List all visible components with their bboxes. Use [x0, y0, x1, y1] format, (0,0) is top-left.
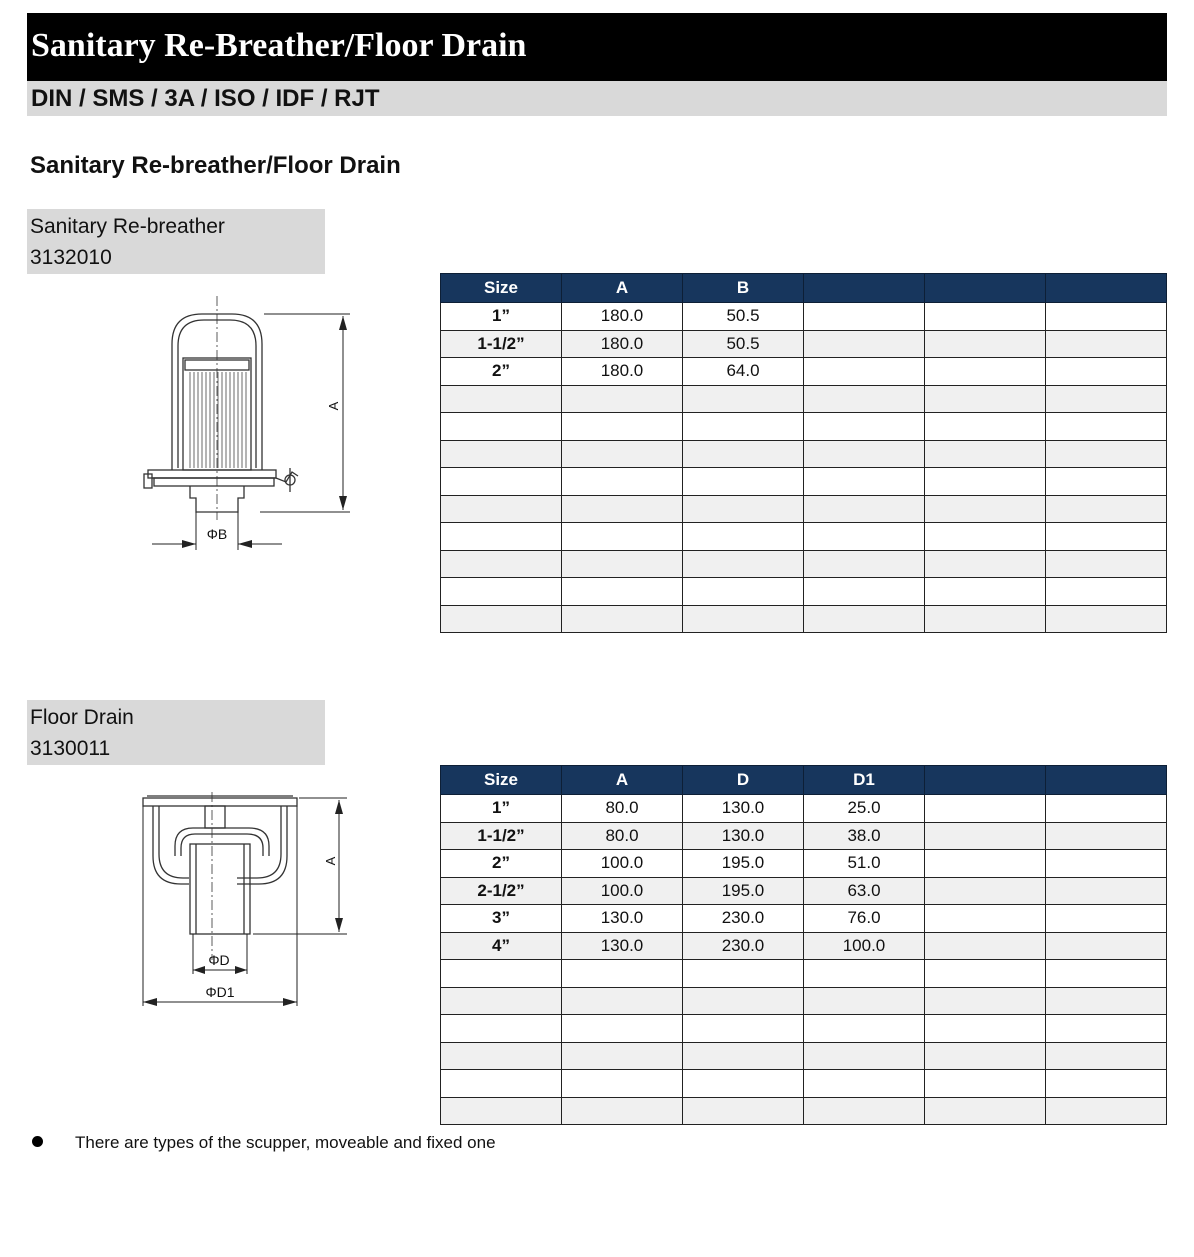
table-cell: [562, 1097, 683, 1125]
table-row: [441, 905, 1167, 933]
table-cell: [804, 578, 925, 606]
table-cell: [925, 1070, 1046, 1098]
table-row: [441, 413, 1167, 441]
table-cell: 2”: [441, 850, 562, 878]
table-cell: [1046, 905, 1167, 933]
column-header: D1: [804, 766, 925, 795]
table-cell: [1046, 1015, 1167, 1043]
table-row: [441, 495, 1167, 523]
table-cell: 195.0: [683, 877, 804, 905]
table-cell: 195.0: [683, 850, 804, 878]
table-cell: [1046, 877, 1167, 905]
table-row: [441, 523, 1167, 551]
column-header: B: [683, 274, 804, 303]
product-name: Sanitary Re-breather: [30, 215, 225, 238]
table-cell: 1”: [441, 303, 562, 331]
table-cell: 130.0: [683, 795, 804, 823]
table-cell: [441, 413, 562, 441]
table-cell: [925, 495, 1046, 523]
table-cell: 1-1/2”: [441, 330, 562, 358]
table-row: [441, 440, 1167, 468]
table-cell: [925, 987, 1046, 1015]
table-cell: [925, 877, 1046, 905]
floor-drain-spec-table: [440, 765, 1167, 1125]
table-cell: 63.0: [804, 877, 925, 905]
column-header: A: [562, 766, 683, 795]
table-cell: 50.5: [683, 303, 804, 331]
table-cell: [1046, 1097, 1167, 1125]
column-header: Size: [441, 766, 562, 795]
table-header-row: [441, 274, 1167, 303]
table-row: [441, 795, 1167, 823]
column-header: [804, 274, 925, 303]
table-cell: 4”: [441, 932, 562, 960]
table-cell: [562, 987, 683, 1015]
standards-text: DIN / SMS / 3A / ISO / IDF / RJT: [31, 85, 380, 112]
table-cell: [804, 385, 925, 413]
table-cell: [1046, 932, 1167, 960]
table-cell: 80.0: [562, 795, 683, 823]
table-cell: [804, 550, 925, 578]
table-row: [441, 550, 1167, 578]
table-row: [441, 850, 1167, 878]
table-cell: 1-1/2”: [441, 822, 562, 850]
table-cell: [1046, 550, 1167, 578]
table-cell: [441, 578, 562, 606]
table-cell: 100.0: [562, 850, 683, 878]
table-cell: [925, 960, 1046, 988]
table-cell: [925, 330, 1046, 358]
table-header-row: [441, 766, 1167, 795]
table-cell: [562, 960, 683, 988]
column-header: [1046, 766, 1167, 795]
table-cell: 80.0: [562, 822, 683, 850]
table-cell: 180.0: [562, 303, 683, 331]
table-cell: [925, 850, 1046, 878]
table-cell: 100.0: [562, 877, 683, 905]
table-cell: [683, 578, 804, 606]
dimension-label-d1: ΦD1: [205, 984, 235, 1000]
bullet-icon: [32, 1136, 43, 1147]
table-cell: [1046, 987, 1167, 1015]
table-cell: [804, 303, 925, 331]
table-cell: [925, 550, 1046, 578]
column-header: D: [683, 766, 804, 795]
table-cell: [562, 495, 683, 523]
table-row: [441, 578, 1167, 606]
table-cell: [1046, 330, 1167, 358]
table-row: [441, 822, 1167, 850]
table-row: [441, 987, 1167, 1015]
dimension-label-b: ΦB: [206, 526, 228, 542]
table-cell: [1046, 578, 1167, 606]
table-cell: [683, 605, 804, 633]
table-cell: [683, 1097, 804, 1125]
table-cell: [1046, 850, 1167, 878]
column-header: [925, 274, 1046, 303]
table-row: [441, 932, 1167, 960]
table-row: [441, 358, 1167, 386]
product-code: 3130011: [30, 737, 111, 760]
table-cell: [562, 413, 683, 441]
table-cell: [925, 358, 1046, 386]
table-cell: [925, 523, 1046, 551]
table-cell: [562, 385, 683, 413]
column-header: Size: [441, 274, 562, 303]
table-cell: 180.0: [562, 358, 683, 386]
table-cell: [683, 385, 804, 413]
table-row: [441, 303, 1167, 331]
dimension-label-a: A: [323, 856, 338, 866]
table-cell: [1046, 822, 1167, 850]
table-cell: 51.0: [804, 850, 925, 878]
rebreather-drawing: [140, 292, 370, 554]
table-cell: [925, 905, 1046, 933]
table-cell: [441, 385, 562, 413]
table-cell: [804, 605, 925, 633]
table-row: [441, 605, 1167, 633]
standards-bar: [27, 81, 1167, 116]
table-cell: [1046, 468, 1167, 496]
table-cell: [562, 550, 683, 578]
table-cell: [1046, 413, 1167, 441]
table-cell: [804, 1097, 925, 1125]
table-row: [441, 960, 1167, 988]
table-cell: [683, 413, 804, 441]
table-cell: 3”: [441, 905, 562, 933]
table-cell: [804, 1015, 925, 1043]
table-cell: [804, 468, 925, 496]
table-cell: [804, 330, 925, 358]
table-cell: [441, 1042, 562, 1070]
table-cell: [1046, 523, 1167, 551]
page-title: Sanitary Re-Breather/Floor Drain: [31, 27, 527, 64]
table-cell: [683, 440, 804, 468]
table-cell: [441, 1070, 562, 1098]
table-cell: 25.0: [804, 795, 925, 823]
table-cell: [441, 495, 562, 523]
table-cell: [441, 523, 562, 551]
table-cell: 1”: [441, 795, 562, 823]
title-bar: [27, 13, 1167, 81]
table-cell: 38.0: [804, 822, 925, 850]
table-cell: 100.0: [804, 932, 925, 960]
table-cell: [925, 385, 1046, 413]
table-cell: [683, 960, 804, 988]
table-cell: [1046, 495, 1167, 523]
table-cell: [683, 495, 804, 523]
table-cell: [441, 1015, 562, 1043]
table-cell: [925, 468, 1046, 496]
column-header: [1046, 274, 1167, 303]
table-cell: [804, 1070, 925, 1098]
dimension-label-a: A: [326, 401, 341, 411]
table-row: [441, 1015, 1167, 1043]
table-cell: [1046, 1042, 1167, 1070]
table-cell: 180.0: [562, 330, 683, 358]
table-cell: [804, 523, 925, 551]
table-cell: [441, 605, 562, 633]
table-cell: [562, 578, 683, 606]
table-cell: [925, 1015, 1046, 1043]
table-cell: [925, 303, 1046, 331]
table-cell: 64.0: [683, 358, 804, 386]
table-cell: 2”: [441, 358, 562, 386]
table-cell: [683, 523, 804, 551]
table-cell: 230.0: [683, 905, 804, 933]
table-cell: 2-1/2”: [441, 877, 562, 905]
footnote-text: There are types of the scupper, moveable and fixed one: [75, 1133, 496, 1152]
table-cell: [925, 932, 1046, 960]
table-cell: 50.5: [683, 330, 804, 358]
table-cell: [683, 468, 804, 496]
table-cell: [1046, 960, 1167, 988]
table-cell: 230.0: [683, 932, 804, 960]
table-cell: [925, 822, 1046, 850]
table-cell: [1046, 385, 1167, 413]
product-code: 3132010: [30, 246, 112, 269]
table-row: [441, 1042, 1167, 1070]
section-title: Sanitary Re-breather/Floor Drain: [30, 152, 401, 179]
table-row: [441, 1097, 1167, 1125]
table-cell: 130.0: [562, 905, 683, 933]
table-row: [441, 877, 1167, 905]
table-cell: [1046, 1070, 1167, 1098]
table-cell: [925, 440, 1046, 468]
table-cell: [804, 358, 925, 386]
table-cell: 130.0: [683, 822, 804, 850]
table-cell: [925, 605, 1046, 633]
table-cell: [441, 440, 562, 468]
table-cell: [562, 1042, 683, 1070]
table-cell: [441, 468, 562, 496]
table-cell: [925, 1042, 1046, 1070]
rebreather-spec-table: [440, 273, 1167, 633]
table-cell: [804, 440, 925, 468]
product-name: Floor Drain: [30, 706, 134, 729]
table-cell: [804, 495, 925, 523]
column-header: [925, 766, 1046, 795]
table-cell: [1046, 303, 1167, 331]
product-label-floor-drain: [27, 700, 325, 765]
table-cell: [562, 1015, 683, 1043]
table-cell: [441, 1097, 562, 1125]
table-cell: [562, 468, 683, 496]
table-cell: [441, 550, 562, 578]
column-header: A: [562, 274, 683, 303]
table-row: [441, 330, 1167, 358]
table-cell: [683, 1042, 804, 1070]
table-cell: [562, 605, 683, 633]
table-cell: [1046, 440, 1167, 468]
table-cell: [804, 960, 925, 988]
floor-drain-drawing: [135, 790, 360, 1010]
table-cell: 130.0: [562, 932, 683, 960]
table-row: [441, 385, 1167, 413]
table-cell: [1046, 795, 1167, 823]
table-cell: [562, 440, 683, 468]
table-cell: [804, 987, 925, 1015]
product-label-rebreather: [27, 209, 325, 274]
table-cell: [683, 1015, 804, 1043]
table-cell: [441, 960, 562, 988]
table-row: [441, 1070, 1167, 1098]
table-row: [441, 468, 1167, 496]
table-cell: [925, 413, 1046, 441]
table-cell: [562, 1070, 683, 1098]
table-cell: 76.0: [804, 905, 925, 933]
table-cell: [1046, 358, 1167, 386]
table-cell: [562, 523, 683, 551]
table-cell: [804, 1042, 925, 1070]
dimension-label-d: ΦD: [208, 952, 230, 968]
table-cell: [925, 1097, 1046, 1125]
table-cell: [804, 413, 925, 441]
table-cell: [683, 1070, 804, 1098]
table-cell: [683, 987, 804, 1015]
table-cell: [441, 987, 562, 1015]
table-cell: [925, 578, 1046, 606]
table-cell: [925, 795, 1046, 823]
table-cell: [1046, 605, 1167, 633]
table-cell: [683, 550, 804, 578]
